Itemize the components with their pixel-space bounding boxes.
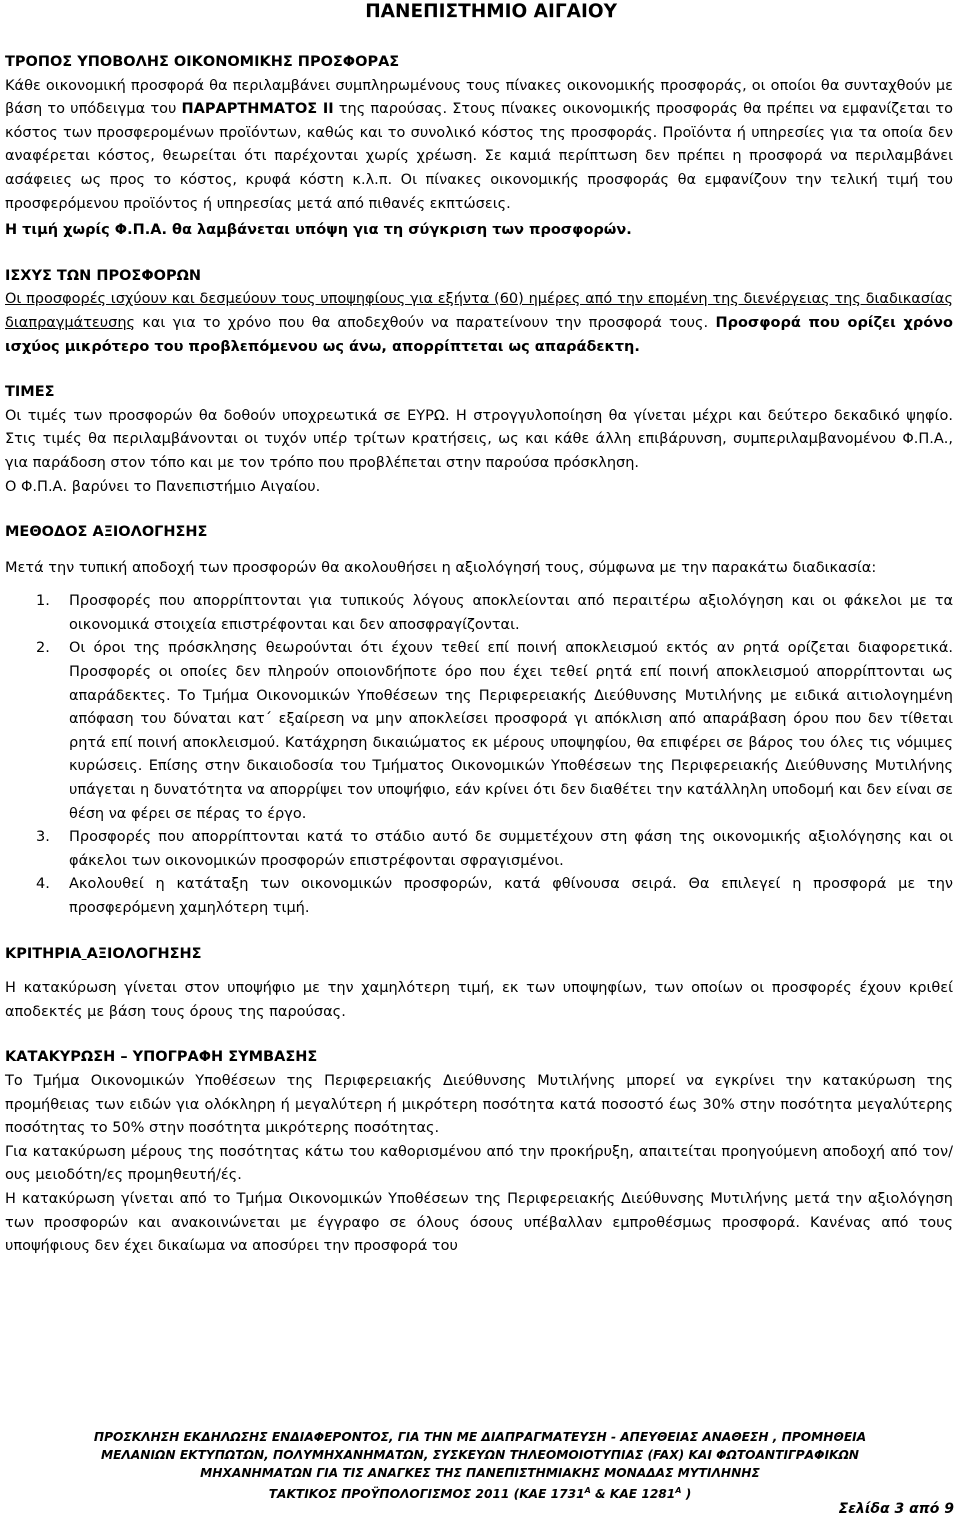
submission-paragraph xyxy=(5,75,953,217)
spacer xyxy=(5,966,953,977)
document-body xyxy=(5,51,953,1259)
method-item xyxy=(5,637,953,826)
submission-note xyxy=(5,219,953,243)
footer-sup-2: Α xyxy=(675,1486,682,1496)
footer-kae: & ΚΑΕ 1281 xyxy=(590,1487,676,1502)
footer-line-3: ΜΗΧΑΝΗΜΑΤΩΝ ΓΙΑ ΤΙΣ ΑΝΑΓΚΕΣ ΤΗΣ ΠΑΝΕΠΙΣΤΗΜΙΑΚΗΣ ΜΟΝΑΔΑΣ ΜΥΤΙΛΗΝΗΣ xyxy=(200,1465,760,1480)
spacer xyxy=(5,499,953,521)
footer-line-1: ΠΡΟΣΚΛΗΣΗ ΕΚΔΗΛΩΣΗΣ ΕΝΔΙΑΦΕΡΟΝΤΟΣ, ΓΙΑ ΤΗΝ ΜΕ ΔΙΑΠΡΑΓΜΑΤΕΥΣΗ - ΑΠΕΥΘΕΙΑΣ ΑΝΑΘΕΣΗ , ΠΡΟΜΗΘΕΙΑ xyxy=(93,1430,867,1444)
method-title: ΜΕΘΟΔΟΣ ΑΞΙΟΛΟΓΗΣΗΣ xyxy=(5,524,208,541)
method-item-number: 3. xyxy=(36,829,50,846)
submission-note-text: Η τιμή χωρίς Φ.Π.Α. θα λαμβάνεται υπόψη για τη σύγκριση των προσφορών. xyxy=(5,222,632,239)
footer-line-4 xyxy=(0,1482,960,1504)
spacer xyxy=(5,1024,953,1046)
validity-title: ΙΣΧΥΣ ΤΩΝ ΠΡΟΣΦΟΡΩΝ xyxy=(5,267,202,284)
validity-bold: Προσφορά που ορίζει χρόνο ισχύος μικρότερο του προβλεπόμενου ως άνω, απορρίπτεται ως απαράδεκτη. xyxy=(5,314,953,355)
method-list xyxy=(5,590,953,920)
criteria-title-a: ΚΡΙΤΗΡΙΑ xyxy=(5,945,82,962)
footer-line-2: ΜΕΛΑΝΙΩΝ ΕΚΤΥΠΩΤΩΝ, ΠΟΛΥΜΗΧΑΝΗΜΑΤΩΝ, ΣΥΣΚΕΥΩΝ ΤΗΛΕΟΜΟΙΟΤΥΠΙΑΣ (FAX) ΚΑΙ ΦΩΤΟΑΝΤΙΓΡΑΦΙΚΩΝ xyxy=(100,1447,860,1462)
method-intro: Μετά την τυπική αποδοχή των προσφορών θα ακολουθήσει η αξιολόγησή τους, σύμφωνα με την παρακάτω διαδικασία: xyxy=(5,559,877,576)
spacer xyxy=(5,243,953,265)
validity-underlined: Οι προσφορές ισχύουν και δεσμεύουν τους υποψηφίους για εξήντα (60) ημέρες από την επομένη της διενέργειας της διαδικασίας διαπραγμάτευσης xyxy=(5,291,953,331)
annex-reference: ΠΑΡΑΡΤΗΜΑΤΟΣ ΙΙ xyxy=(181,101,334,118)
method-item-text: Ακολουθεί η κατάταξη των οικονομικών προσφορών, κατά φθίνουσα σειρά. Θα επιλεγεί η προσφορά με την προσφερόμενη χαμηλότερη τιμή. xyxy=(69,876,953,916)
footer-close: ) xyxy=(681,1487,692,1502)
spacer xyxy=(5,545,953,557)
prices-title: ΤΙΜΕΣ xyxy=(5,384,55,401)
award-title: ΚΑΤΑΚΥΡΩΣΗ – ΥΠΟΓΡΑΦΗ ΣΥΜΒΑΣΗΣ xyxy=(5,1049,318,1066)
method-item-text: Προσφορές που απορρίπτονται κατά το στάδιο αυτό δε συμμετέχουν στη φάση της οικονομικής αξιολόγησης και οι φάκελοι των οικονομικών προσφορών επιστρέφονται σφραγισμένοι. xyxy=(69,829,953,869)
submission-title: ΤΡΟΠΟΣ ΥΠΟΒΟΛΗΣ ΟΙΚΟΝΟΜΙΚΗΣ ΠΡΟΣΦΟΡΑΣ xyxy=(5,54,400,70)
validity-rest: και για το χρόνο που θα αποδεχθούν να παρατείνουν την προσφορά τους. xyxy=(135,314,716,331)
page-number: Σελίδα 3 από 9 xyxy=(838,1501,954,1517)
submission-text-a: Κάθε οικονομική προσφορά θα περιλαμβάνει συμπληρωμένους τους πίνακες οικονομικής προσφοράς, οι οποίοι θα συνταχθούν με βάση το υπόδειγμα του xyxy=(5,77,953,118)
method-item-number: 1. xyxy=(36,593,50,610)
criteria-title xyxy=(5,943,953,967)
prices-vat-note: Ο Φ.Π.Α. βαρύνει το Πανεπιστήμιο Αιγαίου. xyxy=(5,478,321,495)
award-paragraph-2: Για κατακύρωση μέρους της ποσότητας κάτω του καθορισμένου από την προκήρυξη, απαιτείται προηγούμενη αποδοχή από τον/ους μειοδότη/ες προμηθευτή/ές. xyxy=(5,1143,953,1184)
document-footer xyxy=(0,1429,960,1504)
footer-budget: ΤΑΚΤΙΚΟΣ ΠΡΟΫΠΟΛΟΓΙΣΜΟΣ 2011 (ΚΑΕ 1731 xyxy=(268,1487,585,1502)
award-paragraph-1: Το Τμήμα Οικονομικών Υποθέσεων της Περιφερειακής Διεύθυνσης Μυτιλήνης μπορεί να εγκρίνει την κατακύρωση της προμήθειας των ειδών για ολόκληρη ή μεγαλύτερη ή μικρότερη ποσότητα κατά ποσοστό έως 30% στην ποσότητα μεγαλύτερης ποσότητας το 50% στην ποσότητα μικρότερης ποσότητας. xyxy=(5,1072,953,1137)
prices-paragraph: Οι τιμές των προσφορών θα δοθούν υποχρεωτικά σε ΕΥΡΩ. Η στρογγυλοποίηση θα γίνεται μέχρι και δεύτερο δεκαδικό ψηφίο. Στις τιμές θα περιλαμβάνονται οι τυχόν υπέρ τρίτων κρατήσεις, ως και κάθε άλλη επιβάρυνση, συμπεριλαμβανομένου Φ.Π.Α., για παράδοση στον τόπο και με τον τρόπο που προβλέπεται στην παρούσα πρόσκληση. xyxy=(5,407,953,471)
method-item-text: Προσφορές που απορρίπτονται για τυπικούς λόγους αποκλείονται από περαιτέρω αξιολόγηση και οι φάκελοι με τα οικονομικά στοιχεία επιστρέφονται και δεν αποσφραγίζονται. xyxy=(69,593,953,633)
spacer xyxy=(5,580,953,590)
footer-sup-1: Α xyxy=(584,1486,591,1496)
university-header: ΠΑΝΕΠΙΣΤΗΜΙΟ ΑΙΓΑΙΟΥ xyxy=(365,1,617,22)
method-item xyxy=(5,873,953,920)
spacer xyxy=(5,921,953,943)
method-item-text: Οι όροι της πρόσκλησης θεωρούνται ότι έχουν τεθεί επί ποινή αποκλεισμού εκτός αν ρητά ορίζεται διαφορετικά. Προσφορές οι οποίες δεν πληρούν οποιονδήποτε όρο που έχει τεθεί ρητά επί ποινή αποκλεισμού απορρίπτονται ως απαράδεκτες. Το Τμήμα Οικονομικών Υποθέσεων της Περιφερειακής Διεύθυνσης Μυτιλήνης με ειδικά αιτιολογημένη απόφαση του δύναται κατ΄ εξαίρεση να μην αποκλείσει προσφορά γι απόκλιση από απαράβαση όρου που δεν τίθεται ρητά επί ποινή αποκλεισμού. Κατάχρηση δικαιώματος εκ μέρους υποψηφίου, θα επιφέρει σε βάρος του όλες τις νόμιμες κυρώσεις. Επίσης στην δικαιοδοσία του Τμήματος Οικονομικών Υποθέσεων της Περιφερειακής Διεύθυνσης Μυτιλήνης υπάγεται η δυνατότητα να απορρίψει τον υποψήφιο, εάν κρίνει ότι δεν διαθέτει την κατάλληλη υποδομή και δεν είναι σε θέση να φέρει σε πέρας το έργο. xyxy=(69,640,953,822)
method-item-number: 4. xyxy=(36,876,50,893)
submission-text-c: της παρούσας. Στους πίνακες οικονομικής προσφοράς θα πρέπει να εμφανίζεται το κόστος των προσφερομένων προϊόντων, καθώς και το συνολικό κόστος της προσφοράς. Προϊόντα ή υπηρεσίες για τα οποία δεν αναφέρεται κόστος, θεωρείται ότι παρέχονται χωρίς χρέωση. Σε καμιά περίπτωση δεν πρέπει η προσφορά να περιλαμβάνει ασάφειες ως προς το κόστος, κρυφά κόστη κ.λ.π. Οι πίνακες οικονομικής προσφοράς θα εμφανίζουν την τελική τιμή του προσφερόμενου προϊόντος ή υπηρεσίας μετά από πιθανές εκπτώσεις. xyxy=(5,101,953,212)
award-paragraph-3: Η κατακύρωση γίνεται από το Τμήμα Οικονομικών Υποθέσεων της Περιφερειακής Διεύθυνσης Μυτιλήνης μετά την αξιολόγηση των προσφορών και ανακοινώνεται με έγγραφο σε όλους όσους υπέβαλλαν εμπροθέσμως προσφορά. Κανένας από τους υποψήφιους δεν έχει δικαίωμα να αποσύρει την προσφορά του xyxy=(5,1190,953,1255)
criteria-title-c: ΑΞΙΟΛΟΓΗΣΗΣ xyxy=(86,945,202,962)
validity-paragraph xyxy=(5,288,953,359)
criteria-paragraph: Η κατακύρωση γίνεται στον υποψήφιο με την χαμηλότερη τιμή, εκ των υποψηφίων, των οποίων οι προσφορές έχουν κριθεί αποδεκτές με βάση τους όρους της παρούσας. xyxy=(5,980,953,1020)
method-item xyxy=(5,826,953,873)
spacer xyxy=(5,359,953,381)
method-item xyxy=(5,590,953,637)
method-item-number: 2. xyxy=(36,640,50,657)
